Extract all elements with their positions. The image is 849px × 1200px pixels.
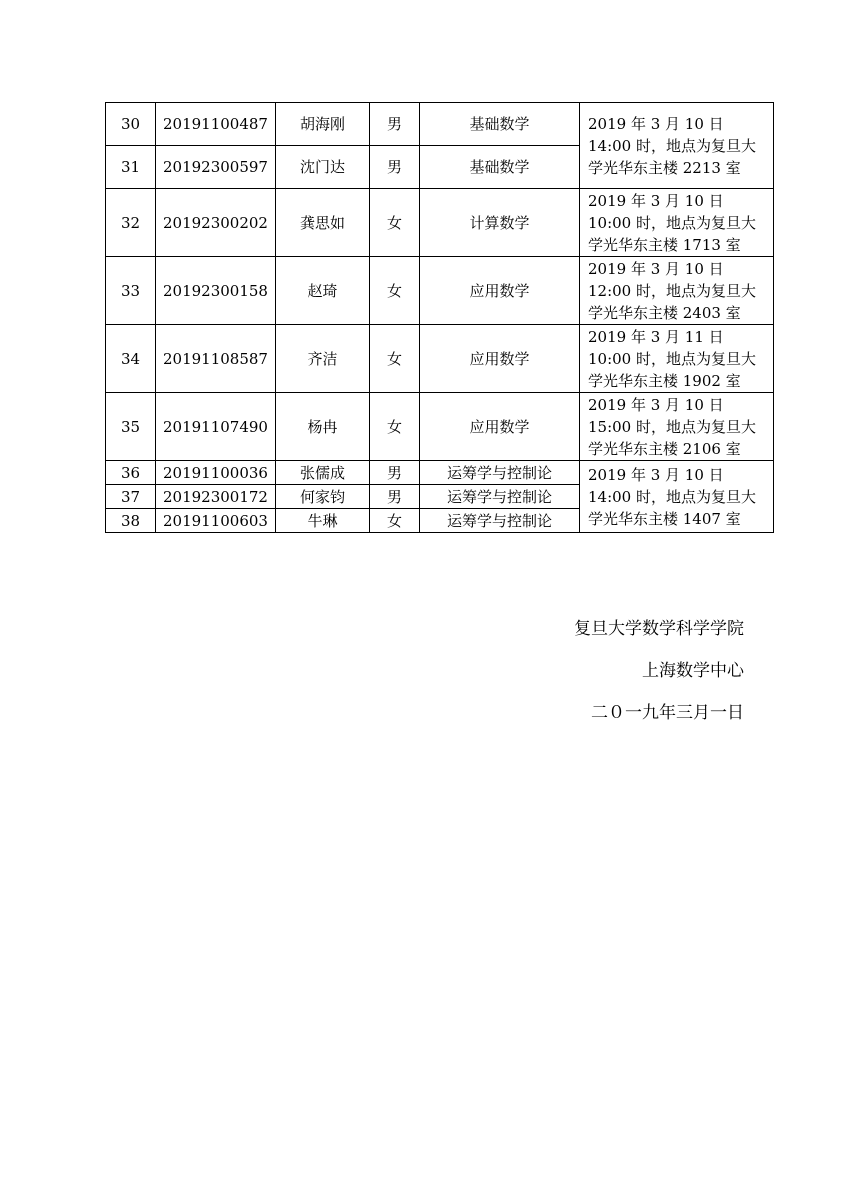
student-major: 应用数学 <box>420 393 580 461</box>
student-id: 20192300202 <box>156 189 276 257</box>
table-row <box>106 461 774 485</box>
interview-time-location: 2019 年 3 月 10 日 12:00 时，地点为复旦大学光华东主楼 2403 室 <box>580 257 774 325</box>
row-number: 36 <box>106 461 156 485</box>
interview-time-location: 2019 年 3 月 11 日 10:00 时，地点为复旦大学光华东主楼 1902 室 <box>580 325 774 393</box>
table-row <box>106 325 774 393</box>
table-row <box>106 103 774 146</box>
student-name: 张儒成 <box>276 461 370 485</box>
student-id: 20192300158 <box>156 257 276 325</box>
table-row <box>106 257 774 325</box>
student-major: 应用数学 <box>420 257 580 325</box>
student-id: 20192300597 <box>156 146 276 189</box>
student-gender: 女 <box>370 189 420 257</box>
student-id: 20191108587 <box>156 325 276 393</box>
student-major: 运筹学与控制论 <box>420 509 580 533</box>
student-major: 运筹学与控制论 <box>420 485 580 509</box>
row-number: 34 <box>106 325 156 393</box>
student-name: 沈门达 <box>276 146 370 189</box>
student-major: 计算数学 <box>420 189 580 257</box>
student-gender: 男 <box>370 485 420 509</box>
student-id: 20191107490 <box>156 393 276 461</box>
interview-schedule-table <box>105 102 774 533</box>
student-gender: 男 <box>370 461 420 485</box>
row-number: 30 <box>106 103 156 146</box>
student-name: 牛琳 <box>276 509 370 533</box>
student-name: 胡海刚 <box>276 103 370 146</box>
student-name: 龚思如 <box>276 189 370 257</box>
student-name: 齐洁 <box>276 325 370 393</box>
student-id: 20191100603 <box>156 509 276 533</box>
student-major: 基础数学 <box>420 146 580 189</box>
student-gender: 男 <box>370 103 420 146</box>
student-name: 何家钧 <box>276 485 370 509</box>
interview-time-location: 2019 年 3 月 10 日 14:00 时，地点为复旦大学光华东主楼 2213 室 <box>580 103 774 189</box>
row-number: 32 <box>106 189 156 257</box>
student-id: 20191100487 <box>156 103 276 146</box>
student-id: 20192300172 <box>156 485 276 509</box>
student-major: 应用数学 <box>420 325 580 393</box>
row-number: 37 <box>106 485 156 509</box>
student-id: 20191100036 <box>156 461 276 485</box>
issuing-institution: 复旦大学数学科学学院 <box>574 619 744 639</box>
student-gender: 女 <box>370 393 420 461</box>
interview-time-location: 2019 年 3 月 10 日 14:00 时，地点为复旦大学光华东主楼 1407 室 <box>580 461 774 533</box>
student-name: 杨冉 <box>276 393 370 461</box>
student-gender: 女 <box>370 325 420 393</box>
row-number: 33 <box>106 257 156 325</box>
issue-date: 二０一九年三月一日 <box>591 703 744 723</box>
signature-block <box>574 608 744 734</box>
row-number: 38 <box>106 509 156 533</box>
student-gender: 女 <box>370 257 420 325</box>
row-number: 35 <box>106 393 156 461</box>
student-gender: 女 <box>370 509 420 533</box>
student-name: 赵琦 <box>276 257 370 325</box>
interview-time-location: 2019 年 3 月 10 日 15:00 时，地点为复旦大学光华东主楼 2106 室 <box>580 393 774 461</box>
student-gender: 男 <box>370 146 420 189</box>
row-number: 31 <box>106 146 156 189</box>
issuing-center: 上海数学中心 <box>642 661 744 681</box>
student-major: 运筹学与控制论 <box>420 461 580 485</box>
table-row <box>106 189 774 257</box>
student-major: 基础数学 <box>420 103 580 146</box>
interview-time-location: 2019 年 3 月 10 日 10:00 时，地点为复旦大学光华东主楼 1713 室 <box>580 189 774 257</box>
table-row <box>106 393 774 461</box>
